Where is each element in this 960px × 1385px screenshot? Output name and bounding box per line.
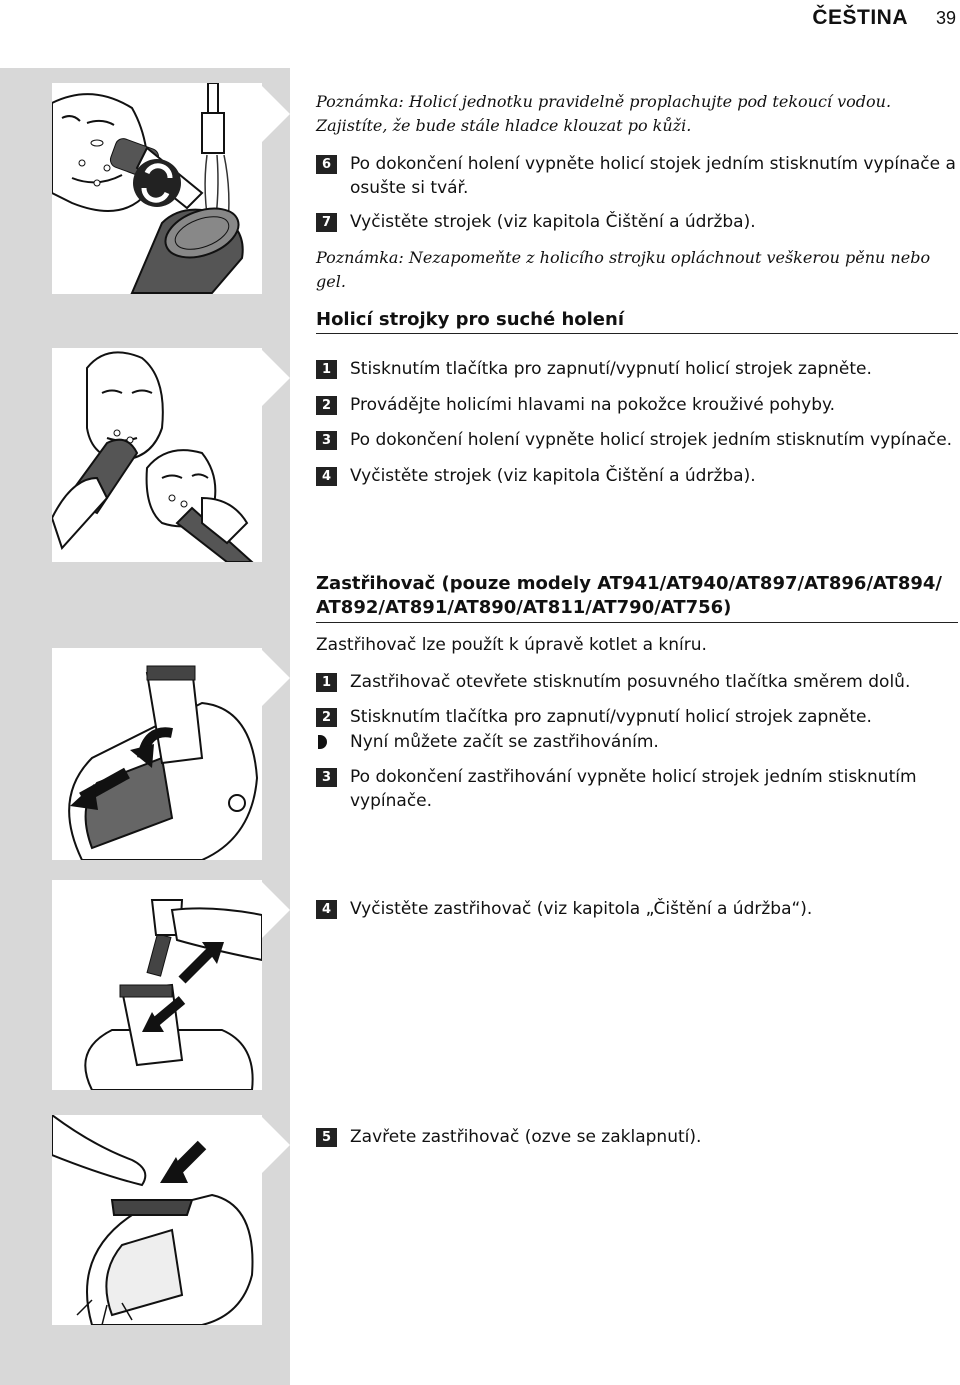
bullet-text: Nyní můžete začít se zastřihováním. (350, 732, 659, 752)
page-number: 39 (935, 8, 956, 28)
column-notch (262, 350, 290, 406)
step-text: Zavřete zastřihovač (ozve se zaklapnutí). (350, 1127, 702, 1147)
step-4-dry (316, 464, 956, 488)
step-7 (316, 210, 956, 234)
step-number: 6 (316, 155, 337, 174)
language-title: ČEŠTINA (812, 6, 908, 29)
step-1-trimmer (316, 670, 956, 694)
step-number: 2 (316, 708, 337, 727)
section-heading-dry: Holicí strojky pro suché holení (316, 309, 625, 330)
step-number: 2 (316, 396, 337, 415)
step-text: Provádějte holicími hlavami na pokožce krouživé pohyby. (350, 395, 836, 415)
step-text: Vyčistěte strojek (viz kapitola Čištění a údržba). (350, 466, 756, 486)
step-3-trimmer (316, 765, 956, 813)
step-number: 5 (316, 1128, 337, 1147)
step-5-trimmer (316, 1125, 956, 1149)
step-number: 7 (316, 213, 337, 232)
heading-rule (316, 622, 958, 623)
step-text: Po dokončení holení vypněte holicí strojek jedním stisknutím vypínače. (350, 430, 953, 450)
step-number: 3 (316, 768, 337, 787)
step-2-trimmer (316, 705, 956, 729)
step-text: Po dokončení zastřihování vypněte holicí strojek jedním stisknutím vypínače. (350, 767, 917, 811)
column-notch (262, 650, 290, 706)
column-notch (262, 86, 290, 142)
step-number: 3 (316, 431, 337, 450)
step-text: Po dokončení holení vypněte holicí stojek jedním stisknutím vypínače a osušte si tvář. (350, 154, 956, 198)
step-4-trimmer (316, 897, 956, 921)
step-text: Vyčistěte strojek (viz kapitola Čištění a údržba). (350, 212, 756, 232)
wet-shaving-illustration (52, 83, 262, 294)
step-text: Stisknutím tlačítka pro zapnutí/vypnutí holicí strojek zapněte. (350, 707, 872, 727)
step-number: 4 (316, 900, 337, 919)
trimmer-open-illustration (52, 648, 262, 860)
note-rinse-line2: Zajistíte, že bude stále hladce klouzat po kůži. (316, 116, 692, 135)
result-bullet (316, 730, 956, 754)
step-number: 1 (316, 673, 337, 692)
step-text: Stisknutím tlačítka pro zapnutí/vypnutí holicí strojek zapněte. (350, 359, 872, 379)
step-2-dry (316, 393, 956, 417)
trimmer-cleaning-illustration (52, 880, 262, 1090)
trimmer-close-illustration (52, 1115, 262, 1325)
page-header (0, 0, 960, 40)
trimmer-intro: Zastřihovač lze použít k úpravě kotlet a kníru. (316, 635, 707, 655)
section-heading-trimmer-line2: AT892/AT891/AT890/AT811/AT790/AT756) (316, 597, 732, 618)
step-text: Vyčistěte zastřihovač (viz kapitola „Čištění a údržba“). (350, 899, 813, 919)
note-foam: Poznámka: Nezapomeňte z holicího strojku opláchnout veškerou pěnu nebo gel. (316, 248, 931, 291)
step-text: Zastřihovač otevřete stisknutím posuvného tlačítka směrem dolů. (350, 672, 911, 692)
step-number: 4 (316, 467, 337, 486)
column-notch (262, 1117, 290, 1173)
dry-shaving-illustration (52, 348, 262, 562)
step-number: 1 (316, 360, 337, 379)
column-notch (262, 882, 290, 938)
note-rinse-line1: Poznámka: Holicí jednotku pravidelně proplachujte pod tekoucí vodou. (316, 92, 892, 111)
heading-rule (316, 333, 958, 334)
step-3-dry (316, 428, 956, 452)
section-heading-trimmer-line1: Zastřihovač (pouze modely AT941/AT940/AT897/AT896/AT894/ (316, 573, 942, 594)
step-1-dry (316, 357, 956, 381)
step-6 (316, 152, 956, 200)
